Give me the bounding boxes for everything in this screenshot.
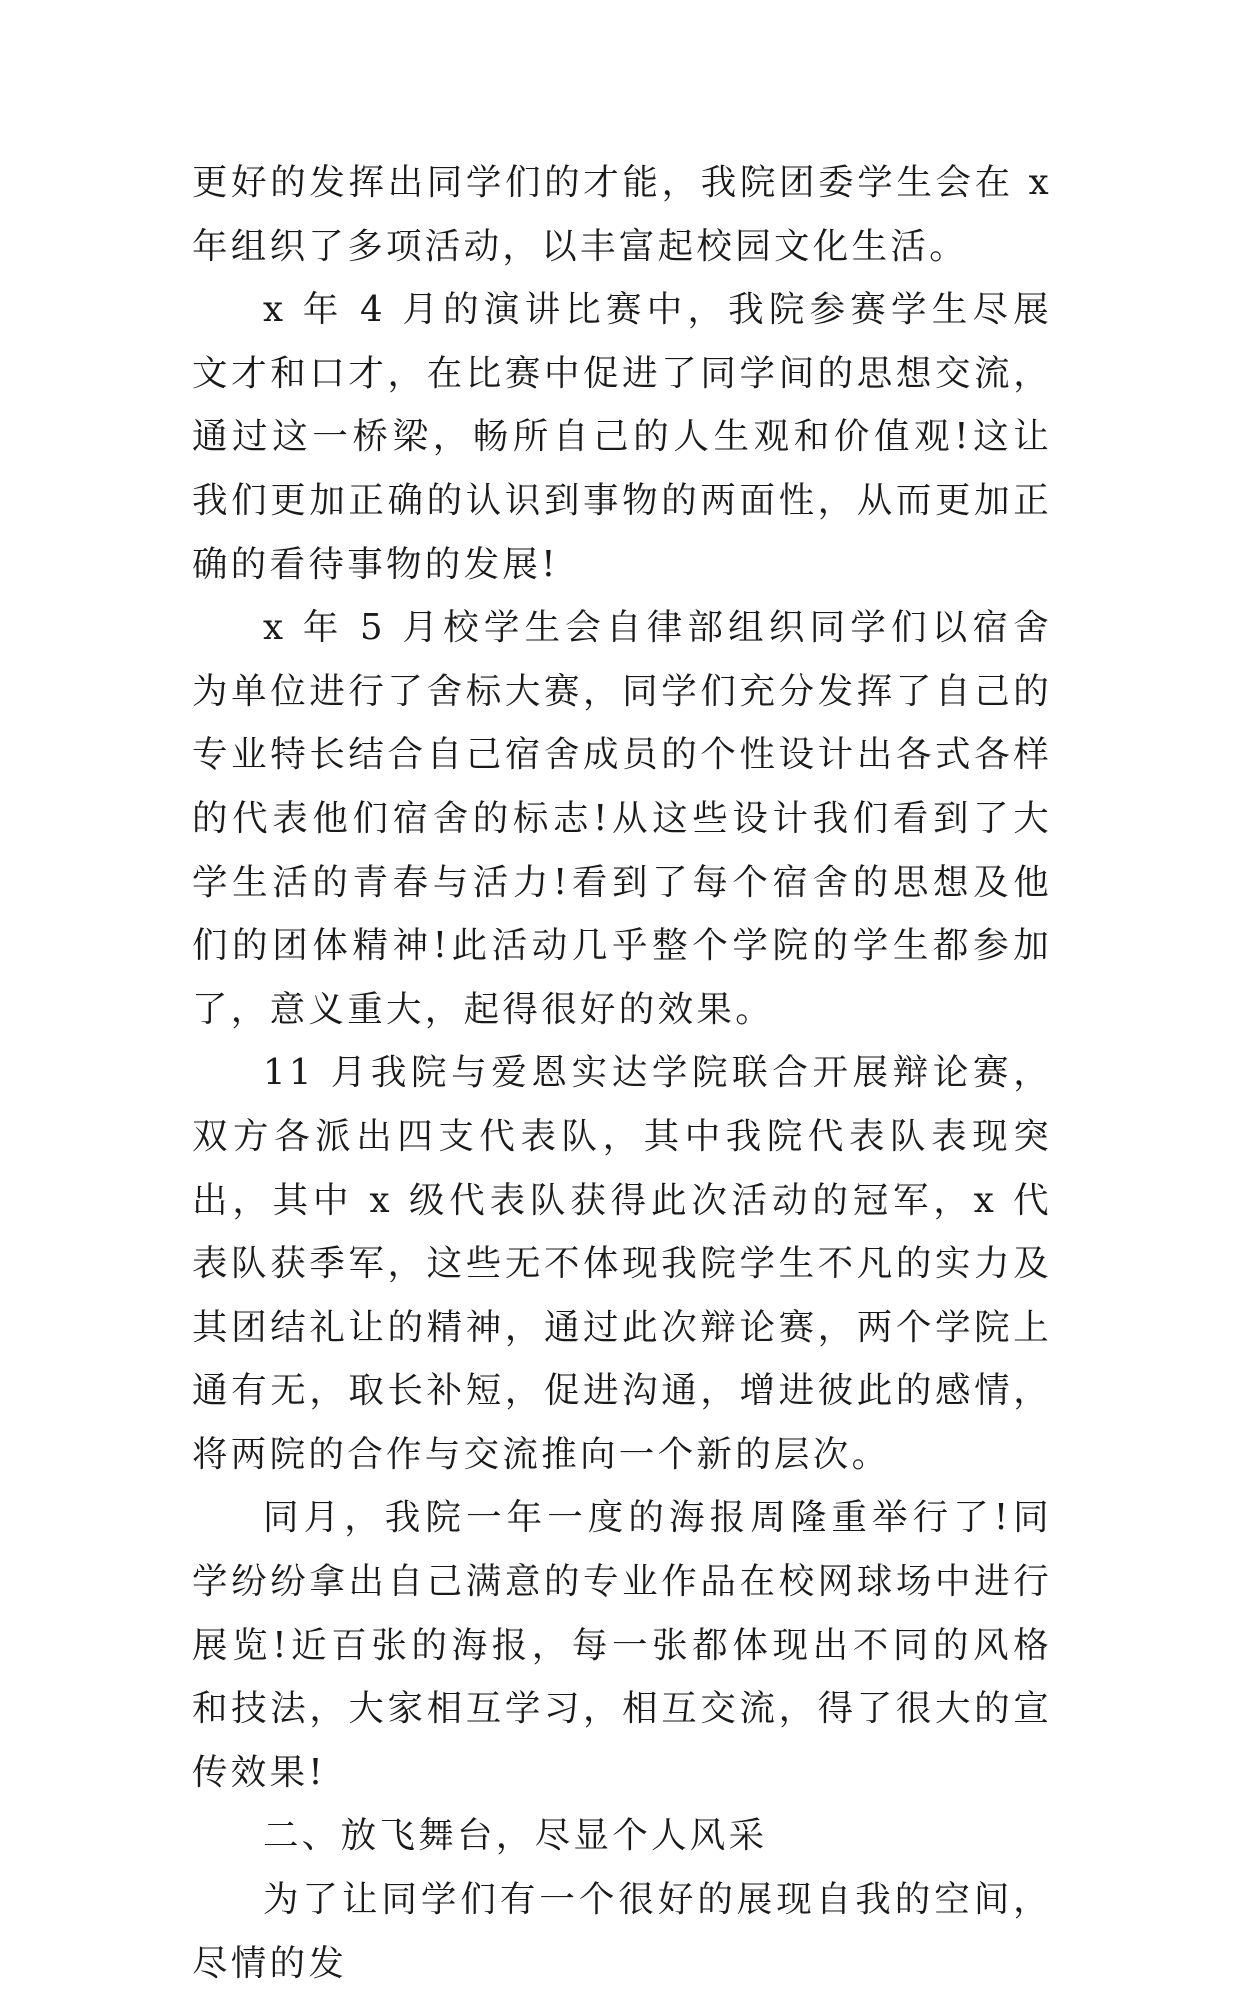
body-paragraph: 同月，我院一年一度的海报周隆重举行了!同学纷纷拿出自己满意的专业作品在校网球场中进行展览!近百张的海报，每一张都体现出不同的风格和技法，大家相互学习，相互交流，得了很大的宣传效果! <box>192 1497 1052 1793</box>
body-paragraph: 11 月我院与爱恩实达学院联合开展辩论赛，双方各派出四支代表队，其中我院代表队表现突出，其中 x 级代表队获得此次活动的冠军，x 代表队获季军，这些无不体现我院学生不凡的实力及其团结礼让的精神，通过此次辩论赛，两个学院上通有无，取长补短，促进沟通，增进彼此的感情，将两院的合作与交流推向一个新的层次。 <box>192 1052 1052 1475</box>
body-paragraph: x 年 4 月的演讲比赛中，我院参赛学生尽展文才和口才，在比赛中促进了同学间的思想交流，通过这一桥梁，畅所自己的人生观和价值观!这让我们更加正确的认识到事物的两面性，从而更加正确的看待事物的发展! <box>192 289 1052 585</box>
section-heading: 二、放飞舞台，尽显个人风采 <box>263 1815 768 1857</box>
body-paragraph: 更好的发挥出同学们的才能，我院团委学生会在 x 年组织了多项活动，以丰富起校园文化生活。 <box>192 162 1052 267</box>
document-page <box>192 151 1052 1995</box>
body-paragraph: x 年 5 月校学生会自律部组织同学们以宿舍为单位进行了舍标大赛，同学们充分发挥了自己的专业特长结合自己宿舍成员的个性设计出各式各样的代表他们宿舍的标志!从这些设计我们看到了大学生活的青春与活力!看到了每个宿舍的思想及他们的团体精神!此活动几乎整个学院的学生都参加了，意义重大，起得很好的效果。 <box>192 607 1052 1030</box>
body-paragraph: 为了让同学们有一个很好的展现自我的空间，尽情的发 <box>192 1879 1052 1984</box>
